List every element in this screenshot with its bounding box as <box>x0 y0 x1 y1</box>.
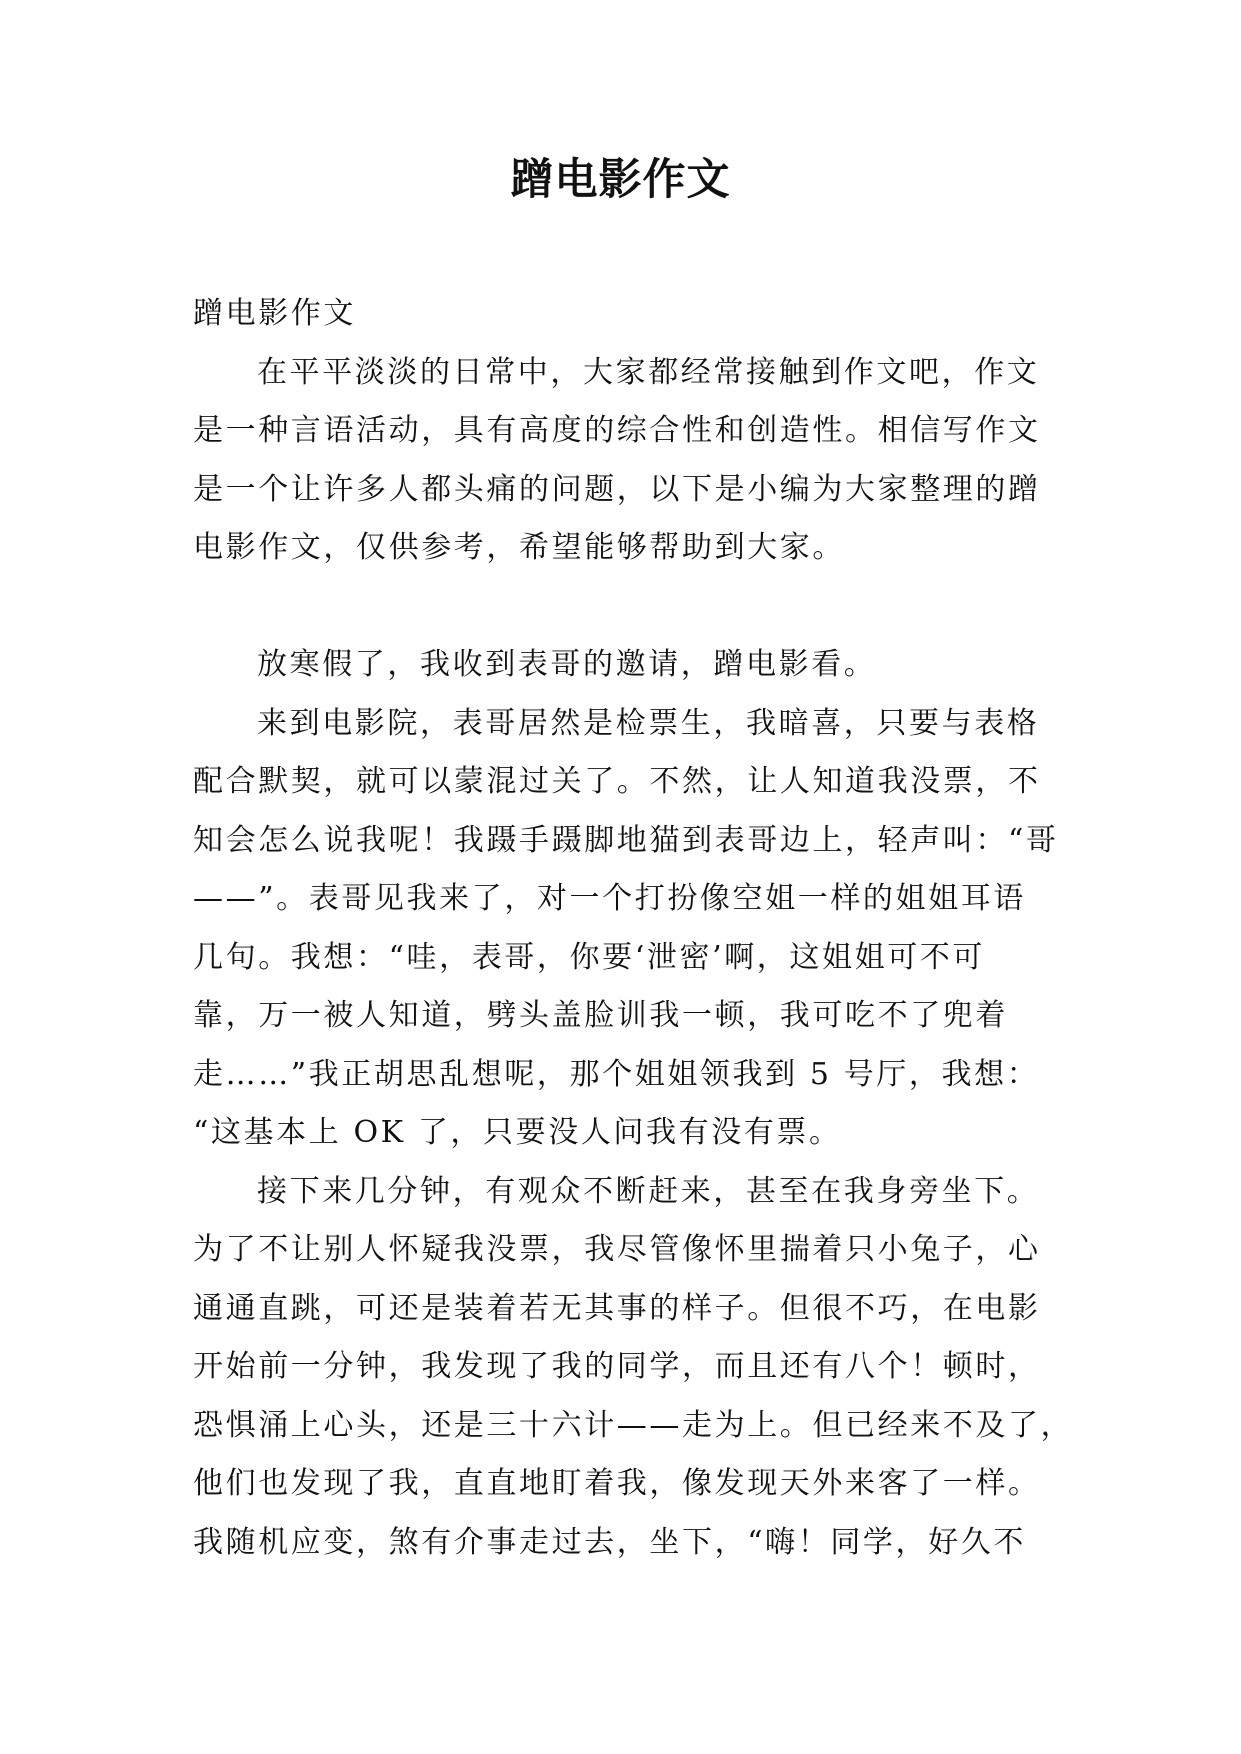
body-line: 他们也发现了我，直直地盯着我，像发现天外来客了一样。 <box>193 1466 1041 1501</box>
body-line: 为了不让别人怀疑我没票，我尽管像怀里揣着只小兔子，心 <box>193 1232 1041 1267</box>
body-line: 知会怎么说我呢！我蹑手蹑脚地猫到表哥边上，轻声叫：“哥 <box>193 822 1059 858</box>
body-line: 来到电影院，表哥居然是检票生，我暗喜，只要与表格 <box>257 705 1040 741</box>
intro-line: 电影作文，仅供参考，希望能够帮助到大家。 <box>193 530 845 565</box>
body-line: “这基本上 OK 了，只要没人问我有没有票。 <box>193 1115 842 1150</box>
body-line: 接下来几分钟，有观众不断赶来，甚至在我身旁坐下。 <box>257 1173 1040 1209</box>
document-body <box>193 285 1074 1572</box>
body-line: ——”。表哥见我来了，对一个打扮像空姐一样的姐姐耳语 <box>193 881 1026 916</box>
document-subtitle: 蹭电影作文 <box>193 296 356 331</box>
body-line: 靠，万一被人知道，劈头盖脸训我一顿，我可吃不了兜着 <box>193 998 1008 1033</box>
body-line: 放寒假了，我收到表哥的邀请，蹭电影看。 <box>257 647 877 682</box>
body-line: 我随机应变，煞有介事走过去，坐下，“嗨！同学，好久不 <box>193 1524 1026 1560</box>
body-line: 开始前一分钟，我发现了我的同学，而且还有八个！顿时， <box>193 1349 1041 1384</box>
intro-line: 是一种言语活动，具有高度的综合性和创造性。相信写作文 <box>193 413 1041 448</box>
intro-line: 在平平淡淡的日常中，大家都经常接触到作文吧，作文 <box>257 354 1040 390</box>
body-line: 走……”我正胡思乱想呢，那个姐姐领我到 5 号厅，我想： <box>193 1056 1040 1092</box>
body-line: 恐惧涌上心头，还是三十六计——走为上。但已经来不及了， <box>193 1407 1074 1443</box>
paragraph-gap <box>193 578 1053 637</box>
body-line: 通通直跳，可还是装着若无其事的样子。但很不巧，在电影 <box>193 1290 1041 1326</box>
body-line: 配合默契，就可以蒙混过关了。不然，让人知道我没票，不 <box>193 764 1041 799</box>
document-title: 蹭电影作文 <box>510 155 731 205</box>
body-line: 几句。我想：“哇，表哥，你要‘泄密’啊，这姐姐可不可 <box>193 939 986 975</box>
intro-line: 是一个让许多人都头痛的问题，以下是小编为大家整理的蹭 <box>193 471 1041 507</box>
